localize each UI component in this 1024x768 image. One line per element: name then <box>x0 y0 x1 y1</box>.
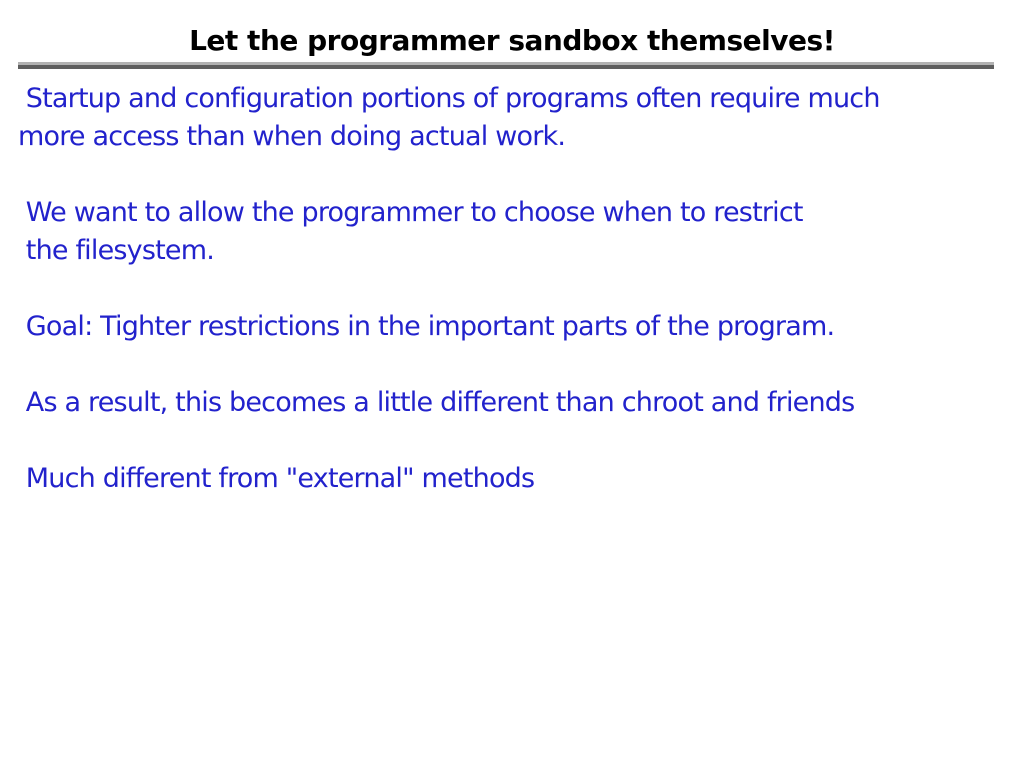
body-line: As a result, this becomes a little different than chroot and friends <box>18 387 855 418</box>
body-line-blank <box>18 422 1024 460</box>
body-line: more access than when doing actual work. <box>18 121 566 152</box>
body-line-blank <box>18 346 1024 384</box>
body-line: We want to allow the programmer to choose when to restrict <box>18 197 803 228</box>
title-rule-bottom <box>18 65 994 69</box>
body-line: Much different from "external" methods <box>18 463 535 494</box>
slide-title: Let the programmer sandbox themselves! <box>189 24 835 57</box>
body-line-blank <box>18 156 1024 194</box>
body-line: Startup and configuration portions of programs often require much <box>18 83 880 114</box>
body-line: the filesystem. <box>18 235 214 266</box>
title-rule <box>18 62 994 69</box>
body-line: Goal: Tighter restrictions in the important parts of the program. <box>18 311 835 342</box>
body-line-blank <box>18 270 1024 308</box>
slide-body <box>18 80 1024 498</box>
